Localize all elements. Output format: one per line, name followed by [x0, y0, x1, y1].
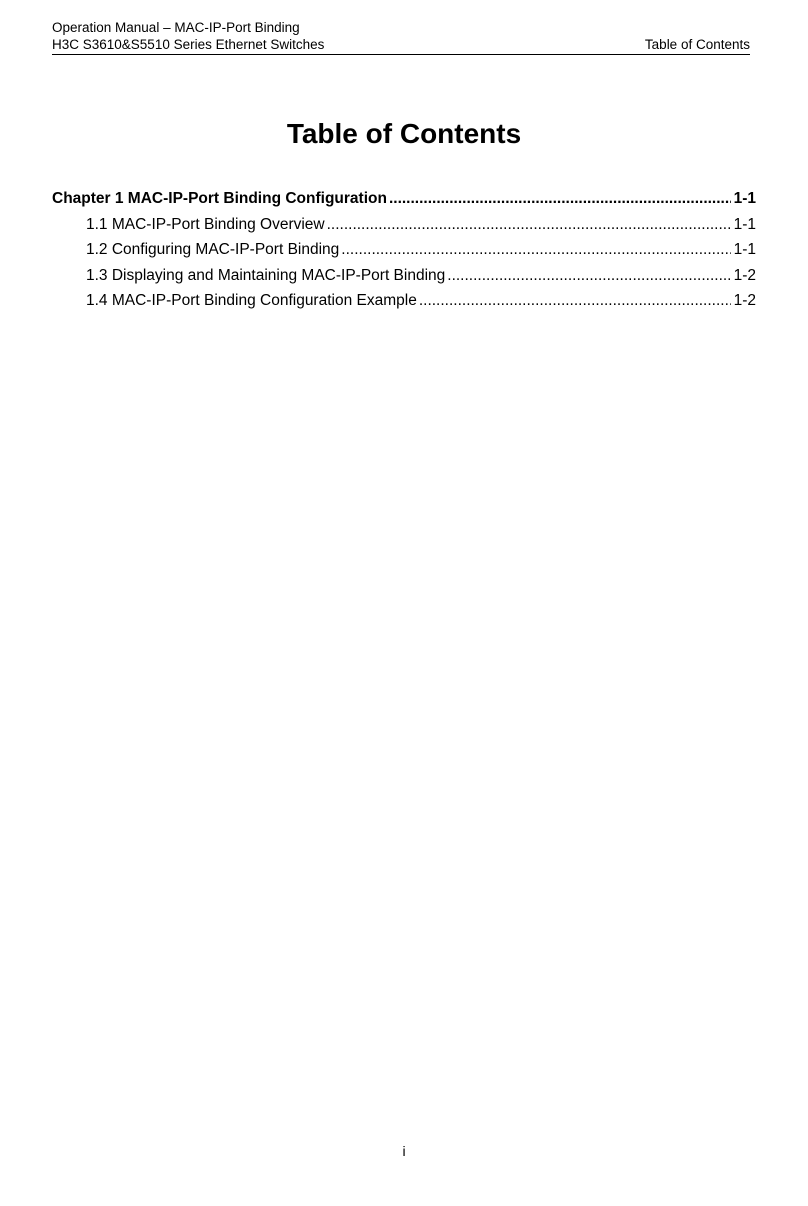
toc-entry-1-4[interactable] — [52, 291, 756, 317]
toc-entry-1-1[interactable] — [52, 215, 756, 241]
dot-leader — [327, 215, 731, 235]
manual-title: Operation Manual – MAC-IP-Port Binding — [52, 20, 300, 35]
page-title: Table of Contents — [286, 118, 522, 149]
product-line: H3C S3610&S5510 Series Ethernet Switches — [52, 37, 325, 52]
dot-leader — [341, 240, 730, 260]
toc-list — [52, 189, 756, 317]
toc-entry-text: 1.3 Displaying and Maintaining MAC-IP-Port Binding — [86, 266, 446, 284]
dot-leader — [419, 291, 731, 311]
toc-entry-page: 1-1 — [733, 241, 756, 258]
toc-entry-page: 1-1 — [733, 190, 756, 207]
dot-leader — [389, 189, 731, 209]
toc-entry-1-3[interactable] — [52, 266, 756, 292]
toc-entry-text: 1.1 MAC-IP-Port Binding Overview — [86, 215, 325, 233]
toc-entry-page: 1-1 — [733, 215, 756, 233]
toc-entry-text: Chapter 1 MAC-IP-Port Binding Configuration — [52, 190, 387, 207]
toc-entry-text: 1.4 MAC-IP-Port Binding Configuration Example — [86, 292, 417, 309]
page-header — [52, 20, 750, 55]
toc-entry-chapter-1[interactable] — [52, 189, 756, 215]
page-number: i — [402, 1143, 406, 1159]
dot-leader — [447, 266, 730, 286]
toc-entry-page: 1-2 — [733, 292, 756, 309]
toc-entry-1-2[interactable] — [52, 240, 756, 266]
toc-entry-text: 1.2 Configuring MAC-IP-Port Binding — [86, 241, 340, 258]
header-section-name: Table of Contents — [644, 37, 750, 52]
toc-entry-page: 1-2 — [733, 266, 756, 284]
